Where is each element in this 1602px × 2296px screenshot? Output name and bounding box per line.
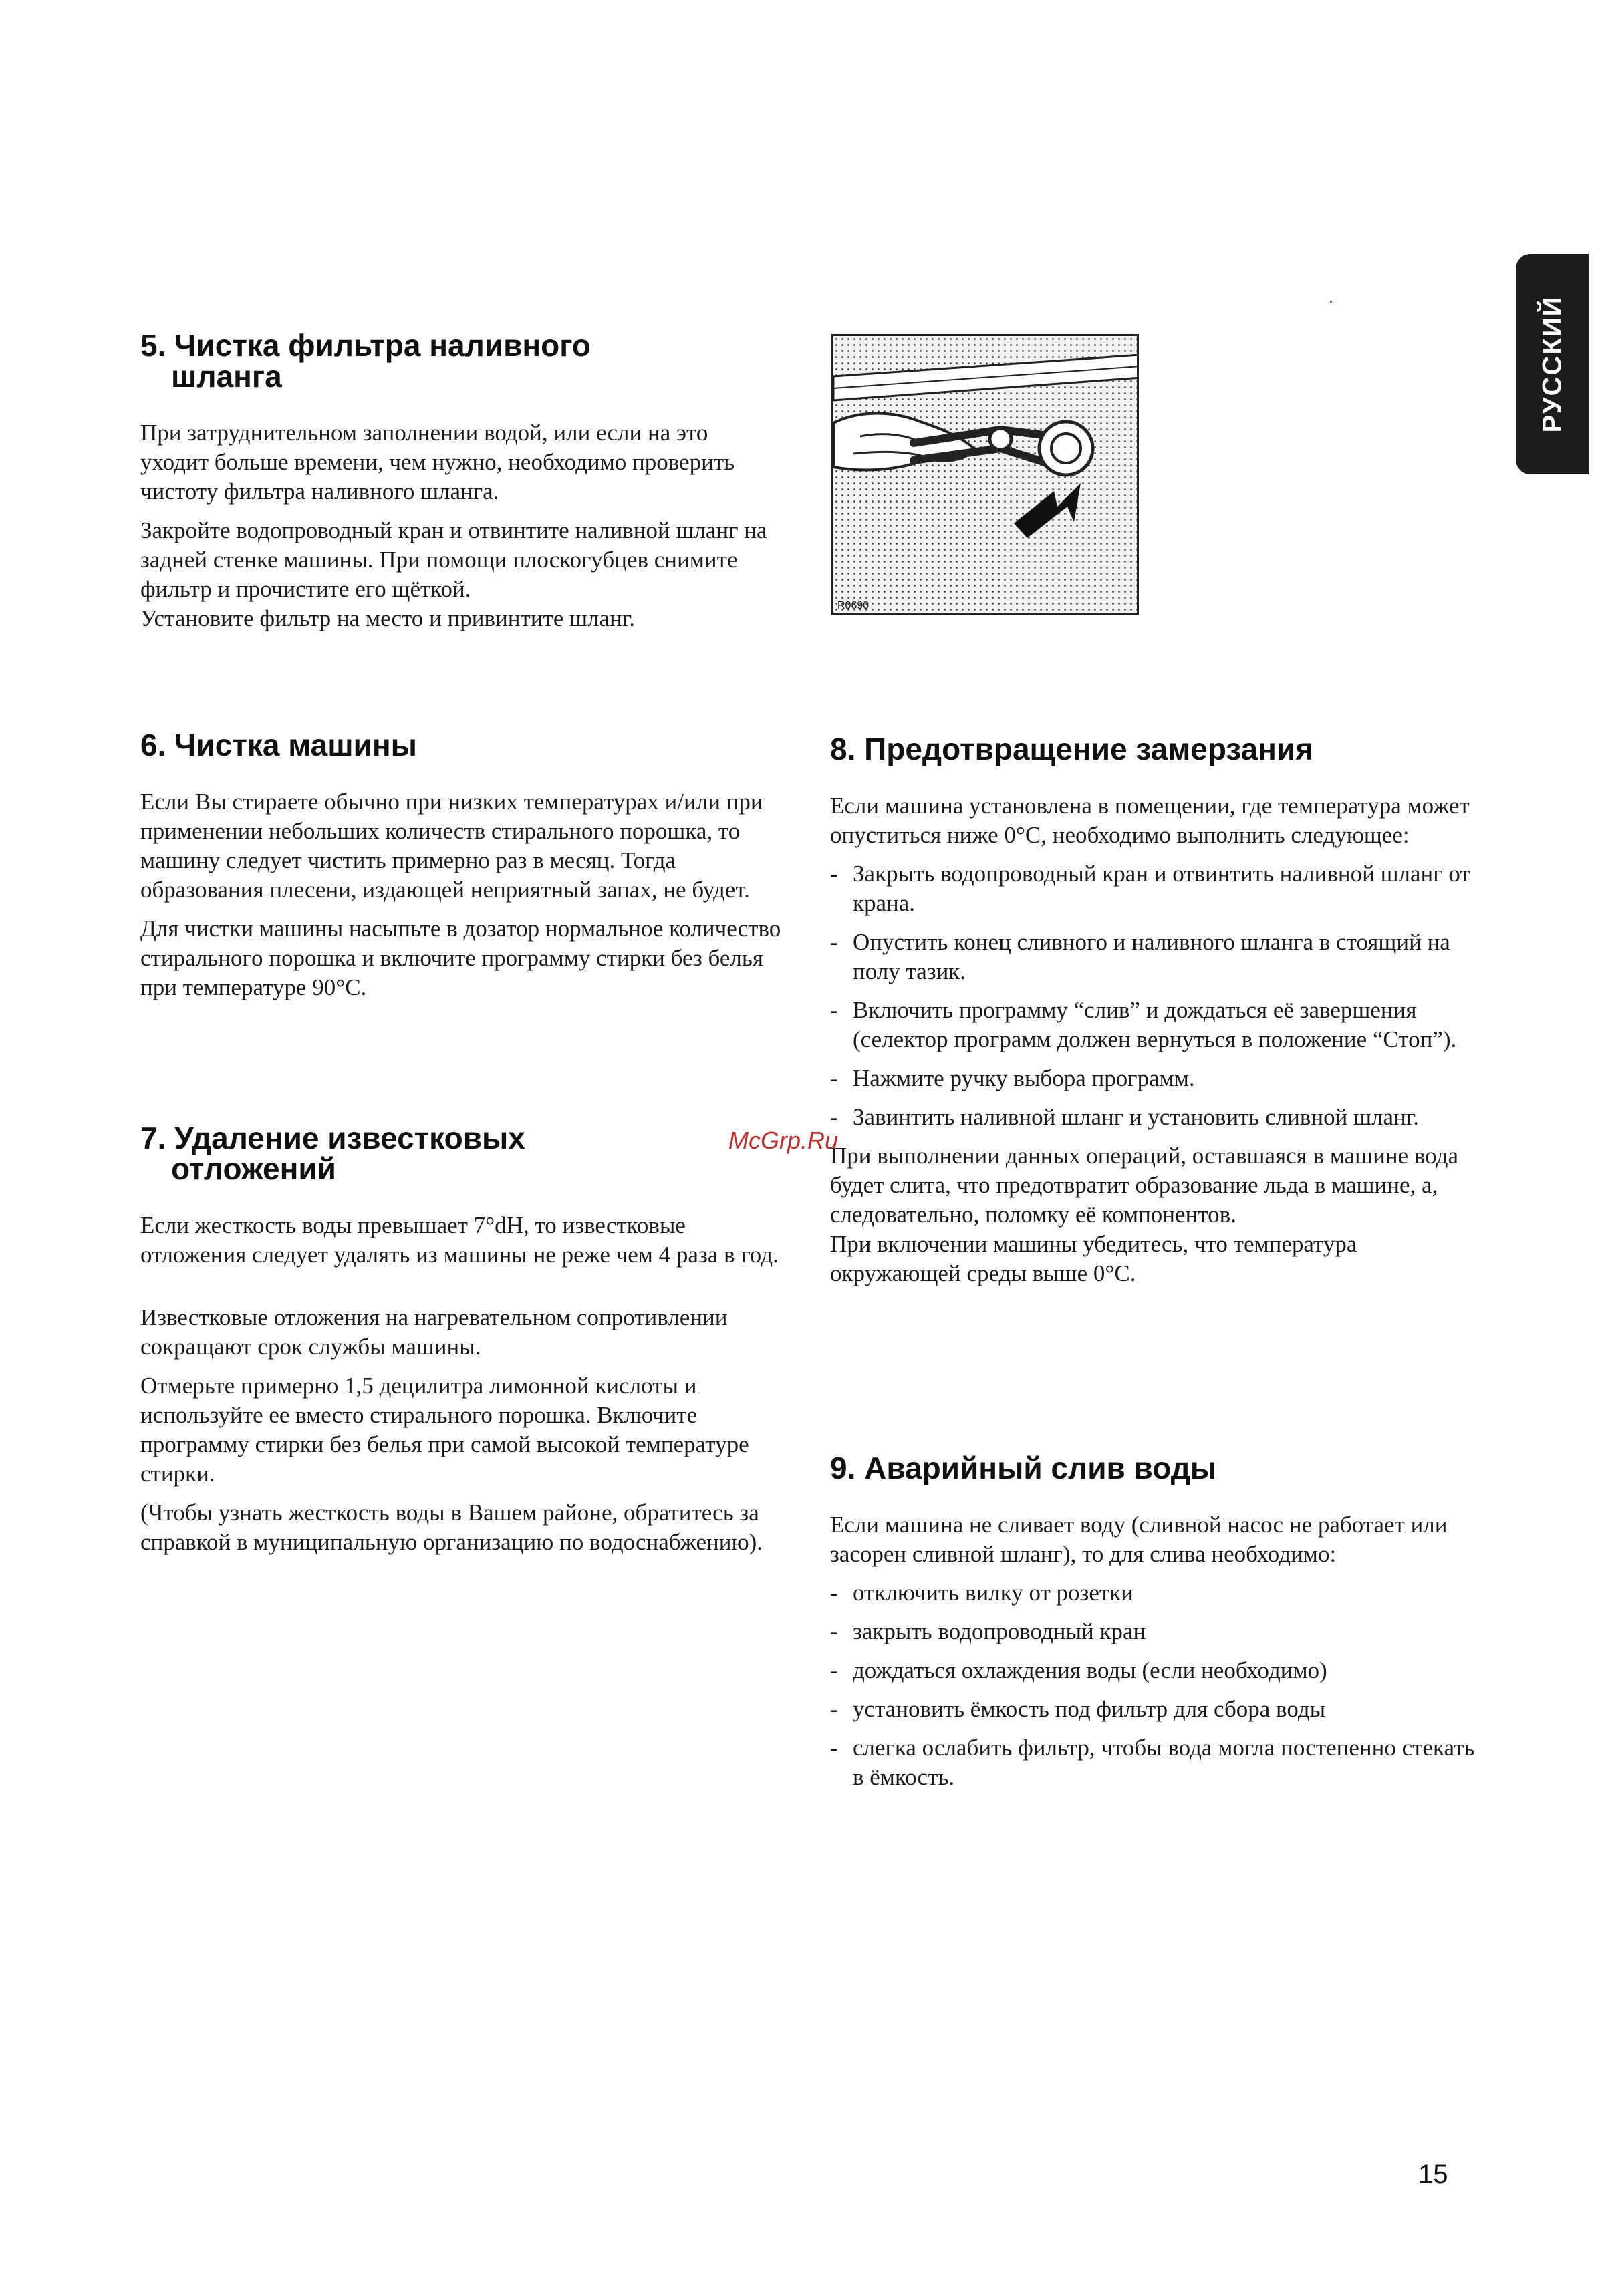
- page-number: 15: [1418, 2160, 1448, 2189]
- list-item: - Включить программу “слив” и дождаться её завершения (селектор программ должен вернуться в положение “Стоп”).: [830, 996, 1485, 1054]
- section-6: [140, 730, 782, 1012]
- list-item: - дождаться охлаждения воды (если необходимо): [830, 1656, 1485, 1685]
- section-7-paragraph: Если жесткость воды превышает 7°dH, то известковые отложения следует удалять из машины не реже чем 4 раза в год.: [140, 1212, 779, 1268]
- watermark: McGrp.Ru: [728, 1127, 839, 1154]
- section-8-outro: При включении машины убедитесь, что температура окружающей среды выше 0°С.: [830, 1231, 1357, 1286]
- list-item: - закрыть водопроводный кран: [830, 1617, 1485, 1646]
- language-tab-label: РУССКИЙ: [1537, 295, 1567, 433]
- list-item: - Завинтить наливной шланг и установить сливной шланг.: [830, 1103, 1485, 1132]
- section-6-title: 6. Чистка машины: [140, 728, 417, 762]
- list-item: - Нажмите ручку выбора программ.: [830, 1064, 1485, 1093]
- section-5-title: 5. Чистка фильтра наливного шланга: [140, 328, 591, 394]
- language-tab: [1516, 254, 1589, 474]
- section-8-list: [830, 859, 1485, 1132]
- section-6-paragraph: Для чистки машины насыпьте в дозатор нормальное количество стирального порошка и включите программу стирки без белья при температуре 90°С.: [140, 915, 781, 1000]
- section-9-list: [830, 1578, 1485, 1792]
- section-5-paragraph: Установите фильтр на место и привинтите шланг.: [140, 605, 635, 631]
- stray-dot: [1330, 301, 1332, 303]
- section-8-outro: При выполнении данных операций, оставшаяся в машине вода будет слита, что предотвратит образование льда в машине, а, следовательно, поломку её компонентов.: [830, 1143, 1458, 1228]
- section-7: [140, 1123, 782, 1566]
- section-8-title: 8. Предотвращение замерзания: [830, 732, 1314, 766]
- section-8-intro: Если машина установлена в помещении, где температура может опуститься ниже 0°С, необходимо выполнить следующее:: [830, 793, 1470, 848]
- filter-cleaning-illustration: [831, 334, 1139, 615]
- list-item: - отключить вилку от розетки: [830, 1578, 1485, 1608]
- list-item: - установить ёмкость под фильтр для сбора воды: [830, 1695, 1485, 1724]
- section-5-paragraph: При затруднительном заполнении водой, или если на это уходит больше времени, чем нужно, необходимо проверить чистоту фильтра наливного шланга.: [140, 420, 735, 505]
- figure-code: R0690: [837, 600, 870, 611]
- section-7-paragraph: Известковые отложения на нагревательном сопротивлении сокращают срок службы машины.: [140, 1304, 728, 1360]
- section-7-title: 7. Удаление известковых отложений: [140, 1121, 525, 1186]
- section-9: [830, 1453, 1485, 1802]
- section-8: [830, 734, 1485, 1298]
- section-7-paragraph: (Чтобы узнать жесткость воды в Вашем районе, обратитесь за справкой в муниципальную организацию по водоснабжению).: [140, 1499, 763, 1555]
- section-7-paragraph: Отмерьте примерно 1,5 децилитра лимонной кислоты и используйте ее вместо стирального порошка. Включите программу стирки без белья при самой высокой температуре стирки.: [140, 1373, 749, 1487]
- section-6-paragraph: Если Вы стираете обычно при низких температурах и/или при применении небольших количеств стирального порошка, то машину следует чистить примерно раз в месяц. Тогда образования плесени, издающей неприятный запах, не будет.: [140, 788, 763, 903]
- section-9-title: 9. Аварийный слив воды: [830, 1451, 1217, 1485]
- section-9-intro: Если машина не сливает воду (сливной насос не работает или засорен сливной шланг), то для слива необходимо:: [830, 1512, 1448, 1567]
- list-item: - Опустить конец сливного и наливного шланга в стоящий на полу тазик.: [830, 927, 1485, 986]
- section-5-paragraph: Закройте водопроводный кран и отвинтите наливной шланг на задней стенке машины. При помощи плоскогубцев снимите фильтр и прочистите его щёткой.: [140, 517, 767, 602]
- list-item: - слегка ослабить фильтр, чтобы вода могла постепенно стекать в ёмкость.: [830, 1733, 1485, 1792]
- section-5: [140, 330, 782, 643]
- list-item: - Закрыть водопроводный кран и отвинтить наливной шланг от крана.: [830, 859, 1485, 918]
